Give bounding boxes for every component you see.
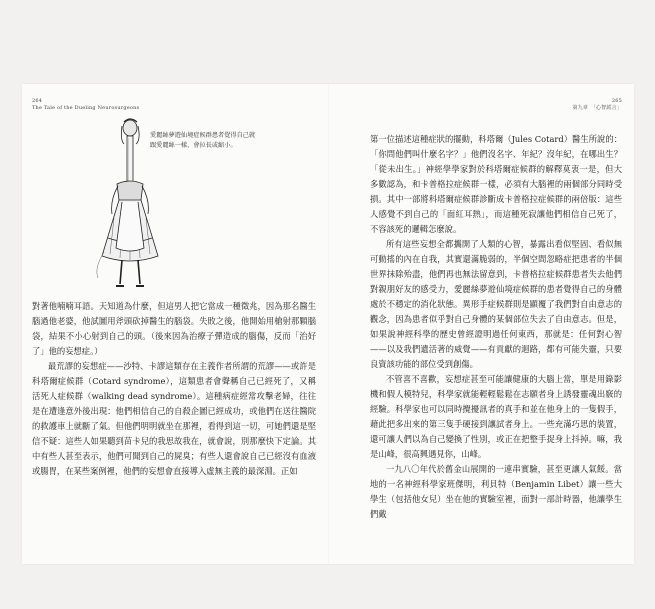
left-page-body (32, 299, 316, 479)
figure-caption: 愛麗絲夢遊仙境症候群患者覺得自己就跟愛麗絲一樣，會拉長或縮小。 (150, 132, 256, 149)
body-paragraph: 不管喜不喜歡，妄想症甚至可能讓健康的大腦上當，單是用錄影機和假人模特兒，科學家就能輕輕鬆鬆在志願者身上誘發靈魂出竅的經驗。科學家也可以同時攪擾訊者的真手和並在他身上的一隻假手，藉此把多出來的第三隻手硬接到讓試者身上。一些充滿巧思的裝置，還可讓人們以為自己變換了性別，或正在把整手捉身上抖掉。嘛，我是山峰，很高興遇見你，山峰。 (370, 374, 622, 459)
body-paragraph: 對著他喃喃耳語。天知道為什麼，但這男人把它當成一種徵兆，因為那名醫生腦過他老婆，他試圖用斧頭砍掉醫生的腦袋。失敗之後，他開始用槍射那顆腦袋，結果不小心射到自己的頭。（後來因為治療子彈造成的腦傷，反而「治好了」他的妄想症。） (32, 301, 316, 356)
page-number: 264 (32, 98, 43, 104)
page-number: 265 (611, 98, 622, 104)
left-page-header (32, 98, 139, 112)
running-title: The Tale of the Dueling Neurosurgeons (32, 105, 140, 111)
right-page (328, 84, 634, 564)
right-page-body (370, 132, 622, 522)
left-page (22, 84, 328, 564)
body-paragraph: 一九八〇年代於舊金山展開的一連串實驗，甚至更讓人氣餒。當地的一名神經科學家班傑明，利貝特（Benjamin Libet）讓一些大學生（包括他女兒）坐在他的實驗室裡，面對一部計時器，他讓學生們戴 (370, 464, 622, 519)
running-title: 第九章 「心智謊言」 (572, 105, 622, 111)
body-paragraph: 所有這些妄想全都攜開了人類的心智，暴露出看似堅固、看似無可動搖的內在自我，其實還滿脆弱的，半個空間忽略症把患者的半個世界抹除殆盡，他們再也無法留意到，卡普格拉症候群患者失去他們對親朋好友的感受力，愛麗絲夢遊仙境症候群的患者覺得自己的身體處於不穩定的消化狀態。異形手症候群則是顯覆了我們對自由意志的觀念，因為患者似乎對自己身體的某個部位失去了自由意志。但是，如果說神經科學的歷史曾經證明過任何東西，那就是：任何對心智——以及我們遺活著的威覺——有貢獻的迴路，都有可能失靈，只要良資該功能的部位受到創傷。 (370, 239, 622, 369)
body-paragraph: 第一位描述這種症狀的擺動，科塔爾（Jules Cotard）醫生所說的：「你問他們叫什麼名字？」他們沒名字、年紀？沒年紀，在哪出生？「從未出生。」神經學學家對於科塔爾症候群的解釋莫衷一是，但大多數認為，和卡普格拉症候群一樣，必須有大腦裡的兩個部分同時受損。其中一部將科塔爾症候群診斷成卡普格拉症候群的兩倍版：這些人感覺不到自己的「面紅耳熱」，而這種死寂讓他們相信自己死了，不容該死的邏輯怎麼說。 (370, 134, 622, 234)
right-page-header (572, 98, 622, 112)
book-spread (22, 84, 634, 564)
body-paragraph: 最荒謬的妄想症——沙特、卡謬這類存在主義作者所謂的荒謬——或許是科塔爾症候群（Cotard syndrome），這類患者會聲稱自己已經死了，又稱活死人症候群（walking dead syndrome）。這種病症經常攻擊老婦，往往是在遭逢意外後出現：他們相信自己的自殺企圖已經成功，或他們在送往醫院的救護車上就斷了氣。但他們明明就坐在那裡，看得到這一切，可她們還是堅信不疑：這些人如果聽到苗卡兒的我思故我在，就會說，別那麼快下定論。其中有些人甚至表示，他們可聞到自己的屍臭；有些人還會說自己已經沒有血液或腸胃，在某些案例裡，他們的妄想會直接導入虛無主義的最深淵。正如 (32, 361, 316, 476)
